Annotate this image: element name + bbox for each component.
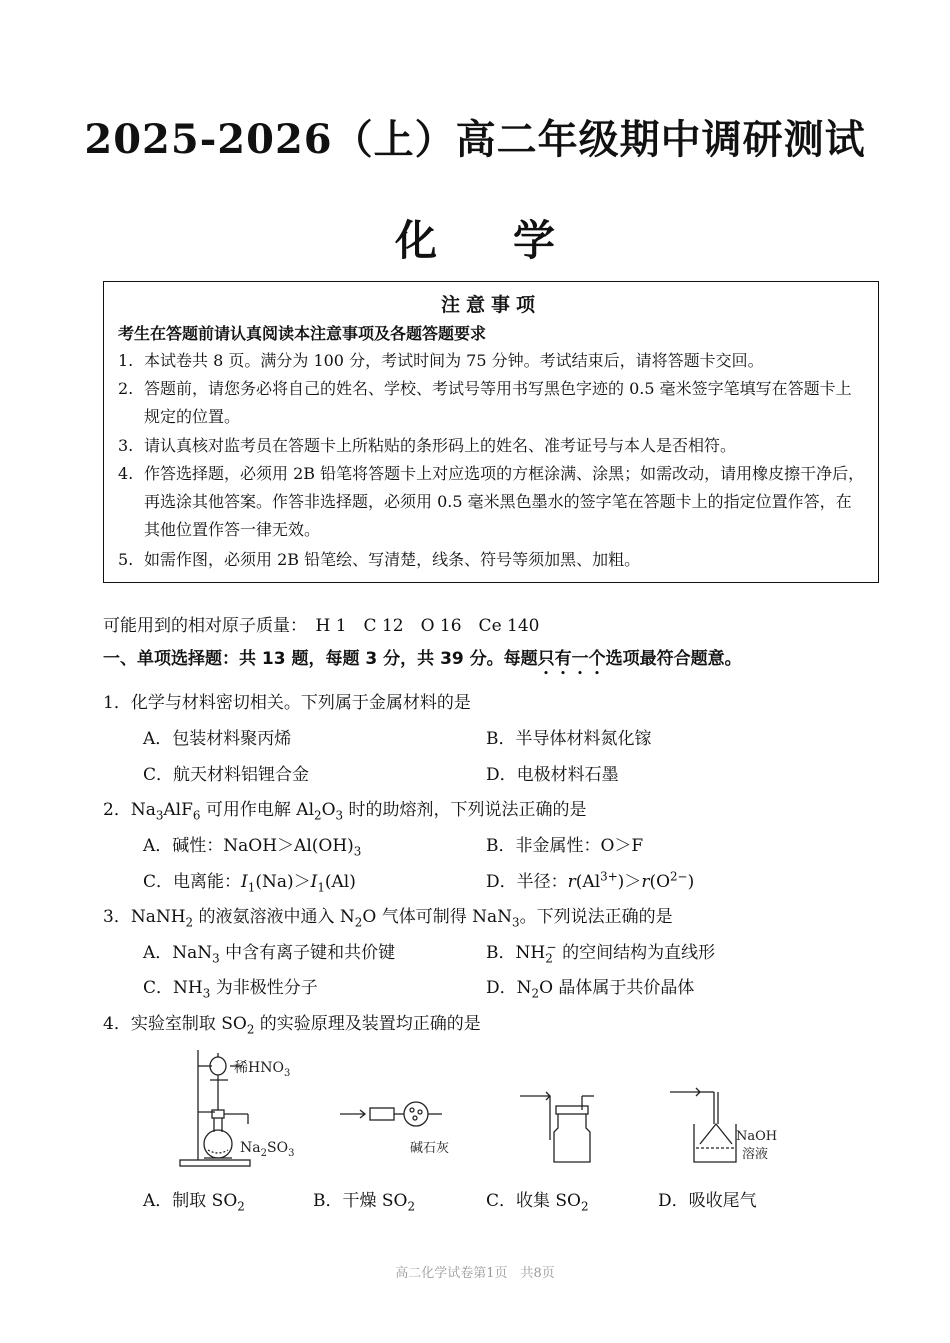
section-heading-suffix: 选项最符合题意。 — [605, 649, 742, 669]
question-4-option-a: A．制取 $SO_2$ — [143, 1191, 245, 1214]
question-1-option-b: B．半导体材料氮化镓 — [486, 729, 652, 749]
notice-item-number: 2. — [118, 379, 134, 398]
notice-item-text: 本试卷共 8 页。满分为 100 分，考试时间为 75 分钟。考试结束后，请将答题卡交回。 — [144, 351, 764, 370]
question-1-option-d: D．电极材料石墨 — [486, 765, 619, 785]
question-1-option-a: A．包装材料聚丙烯 — [143, 729, 292, 749]
question-2-option-c: C．电离能：$I_1(Na)>I_1(Al)$ — [143, 872, 356, 895]
notice-item — [118, 375, 866, 431]
notice-item-text: 作答选择题，必须用 2B 铅笔将答题卡上对应选项的方框涂满、涂黑；如需改动，请用橡皮擦干净后，再选涂其他答案。作答非选择题，必须用 0.5 毫米黑色墨水的签字笔在答题卡上的指定位置作答，在其他位置作答一律无效。 — [144, 464, 865, 539]
notice-item-text: 请认真核对监考员在答题卡上所粘贴的条形码上的姓名、准考证号与本人是否相符。 — [144, 436, 737, 455]
subject-char: 学 — [513, 216, 556, 265]
notice-item-number: 5. — [118, 550, 134, 569]
apparatus-d-reagent-label-2: 溶液 — [742, 1147, 769, 1162]
notice-item-text: 如需作图，必须用 2B 铅笔绘、写清楚，线条、符号等须加黑、加粗。 — [144, 550, 641, 569]
notice-item-text: 答题前，请您务必将自己的姓名、学校、考试号等用书写黑色字迹的 0.5 毫米签字笔填写在答题卡上规定的位置。 — [144, 379, 852, 426]
question-1-stem: 1．化学与材料密切相关。下列属于金属材料的是 — [103, 693, 471, 713]
question-2-stem: 2．$Na_3AlF_6$ 可用作电解 $Al_2O_3$ 时的助熔剂，下列说法正确的是 — [103, 800, 587, 823]
notice-item — [118, 546, 866, 574]
notice-item-number: 4. — [118, 464, 134, 483]
question-3-option-d: D．$N_2O$ 晶体属于共价晶体 — [486, 978, 695, 1001]
section-heading — [103, 644, 742, 679]
question-1-option-c: C．航天材料铝锂合金 — [143, 765, 310, 785]
section-heading-emphasis: 只有一个 — [537, 649, 606, 669]
section-heading-prefix: 一、单项选择题：共 13 题，每题 3 分，共 39 分。每题 — [103, 649, 538, 669]
question-2-option-b: B．非金属性：O＞F — [486, 836, 644, 856]
notice-item-number: 3. — [118, 436, 134, 455]
apparatus-c-collection-bottle — [520, 1092, 594, 1162]
notice-subtitle: 考生在答题前请认真阅读本注意事项及各题答题要求 — [118, 324, 487, 343]
question-3-stem: 3．NaNH$_2$ 的液氨溶液中通入 $N_2O$ 气体可制得 NaN$_3$。下列说法正确的是 — [103, 907, 673, 930]
question-3-option-c: C．$NH_3$ 为非极性分子 — [143, 978, 318, 1001]
apparatus-a-reagent-label: 稀$HNO_3$ — [234, 1060, 291, 1079]
subject-title — [0, 208, 950, 268]
notice-item — [118, 432, 866, 460]
notice-box — [103, 281, 879, 583]
question-4-option-d: D．吸收尾气 — [658, 1191, 757, 1211]
page-footer: 高二化学试卷第1页 共8页 — [395, 1266, 555, 1281]
notice-item-number: 1. — [118, 351, 134, 370]
notice-item — [118, 460, 866, 544]
apparatus-figure — [170, 1040, 810, 1175]
question-4-stem: 4．实验室制取 $SO_2$ 的实验原理及装置均正确的是 — [103, 1014, 481, 1037]
apparatus-a-generator — [180, 1050, 294, 1166]
apparatus-d-absorption — [670, 1088, 777, 1162]
apparatus-b-reagent-label: 碱石灰 — [410, 1141, 450, 1156]
question-4-option-c: C．收集 $SO_2$ — [486, 1191, 589, 1214]
notice-item — [118, 347, 866, 375]
question-3-option-a: A．NaN$_3$ 中含有离子键和共价键 — [143, 943, 396, 966]
question-3-option-b: B．$NH_2^-$ 的空间结构为直线形 — [486, 940, 716, 966]
apparatus-a-solid-label: $Na_2SO_3$ — [240, 1140, 295, 1159]
exam-title: 2025-2026（上）高二年级期中调研测试 — [84, 116, 866, 163]
subject-char: 化 — [394, 216, 437, 265]
notice-title: 注意事项 — [440, 294, 541, 316]
atomic-masses: 可能用到的相对原子质量： H 1 C 12 O 16 Ce 140 — [103, 616, 540, 636]
question-2-option-a: A．碱性：$NaOH>Al(OH)_3$ — [143, 836, 362, 859]
question-4-option-b: B．干燥 $SO_2$ — [313, 1191, 416, 1214]
apparatus-d-reagent-label-1: NaOH — [736, 1129, 778, 1144]
apparatus-b-drying-tube — [340, 1102, 449, 1156]
question-2-option-d: D．半径：$r(Al^{3+})>r(O^{2-})$ — [486, 869, 695, 892]
